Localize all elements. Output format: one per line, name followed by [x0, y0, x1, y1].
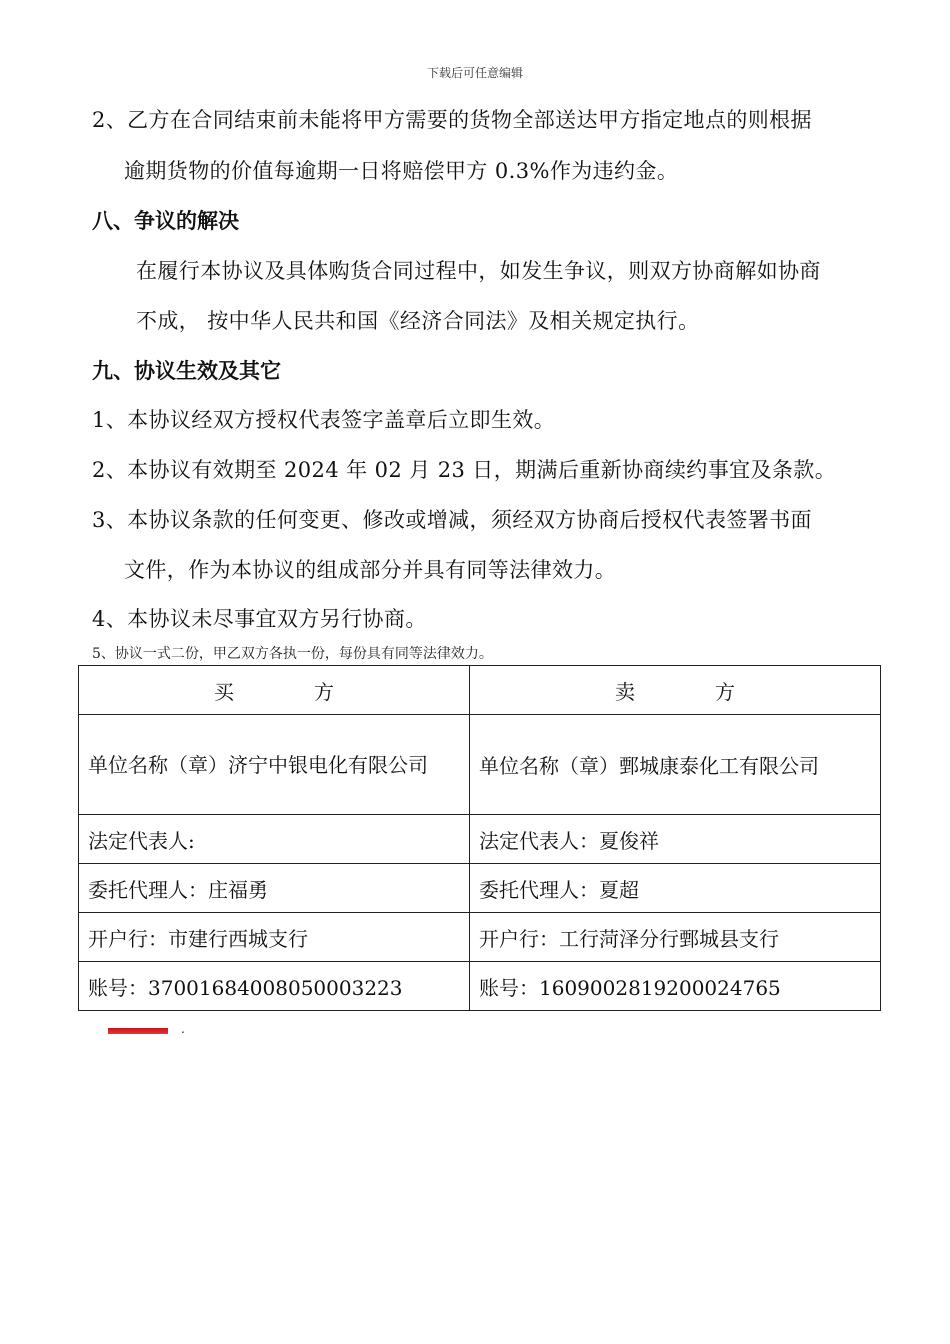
section9-item3-line1: 3、本协议条款的任何变更、修改或增减，须经双方协商后授权代表签署书面	[92, 508, 812, 532]
section8-title: 八、争议的解决	[92, 208, 239, 233]
table-row	[79, 864, 881, 913]
table-row	[79, 815, 881, 864]
buyer-legal-rep: 法定代表人:	[79, 815, 470, 864]
clause7-item2-line1: 2、乙方在合同结束前未能将甲方需要的货物全部送达甲方指定地点的则根据	[92, 108, 812, 132]
buyer-bank: 开户行：市建行西城支行	[79, 913, 470, 962]
section8-line1: 在履行本协议及具体购货合同过程中，如发生争议，则双方协商解如协商	[136, 259, 821, 283]
seller-agent: 委托代理人：夏超	[470, 864, 881, 913]
seller-legal-rep: 法定代表人：夏俊祥	[470, 815, 881, 864]
seller-account: 账号：1609002819200024765	[470, 962, 881, 1011]
section9-item2: 2、本协议有效期至 2024 年 02 月 23 日，期满后重新协商续约事宜及条款。	[92, 458, 837, 482]
footer-dot: .	[181, 1022, 185, 1036]
section9-item3-line2: 文件，作为本协议的组成部分并具有同等法律效力。	[124, 558, 617, 582]
table-row	[79, 715, 881, 815]
clause7-item2-line2: 逾期货物的价值每逾期一日将赔偿甲方 0.3%作为违约金。	[124, 159, 679, 183]
red-bar-mark	[108, 1028, 168, 1034]
section9-item4: 4、本协议未尽事宜双方另行协商。	[92, 607, 427, 631]
section9-item1: 1、本协议经双方授权代表签字盖章后立即生效。	[92, 408, 556, 432]
buyer-company: 单位名称（章）济宁中银电化有限公司	[79, 715, 470, 815]
section9-title: 九、协议生效及其它	[92, 358, 281, 383]
table-row	[79, 666, 881, 715]
section9-item5: 5、协议一式二份，甲乙双方各执一份，每份具有同等法律效力。	[92, 646, 493, 662]
table-row	[79, 962, 881, 1011]
buyer-agent: 委托代理人：庄福勇	[79, 864, 470, 913]
section8-line2: 不成， 按中华人民共和国《经济合同法》及相关规定执行。	[136, 309, 700, 333]
seller-company: 单位名称（章）鄄城康泰化工有限公司	[470, 715, 881, 815]
page-header: 下载后可任意编辑	[426, 66, 523, 80]
buyer-account: 账号：37001684008050003223	[79, 962, 470, 1011]
seller-header: 卖 方	[470, 666, 881, 715]
seller-bank: 开户行：工行菏泽分行鄄城县支行	[470, 913, 881, 962]
table-row	[79, 913, 881, 962]
buyer-header: 买 方	[79, 666, 470, 715]
signature-table	[78, 665, 881, 1011]
